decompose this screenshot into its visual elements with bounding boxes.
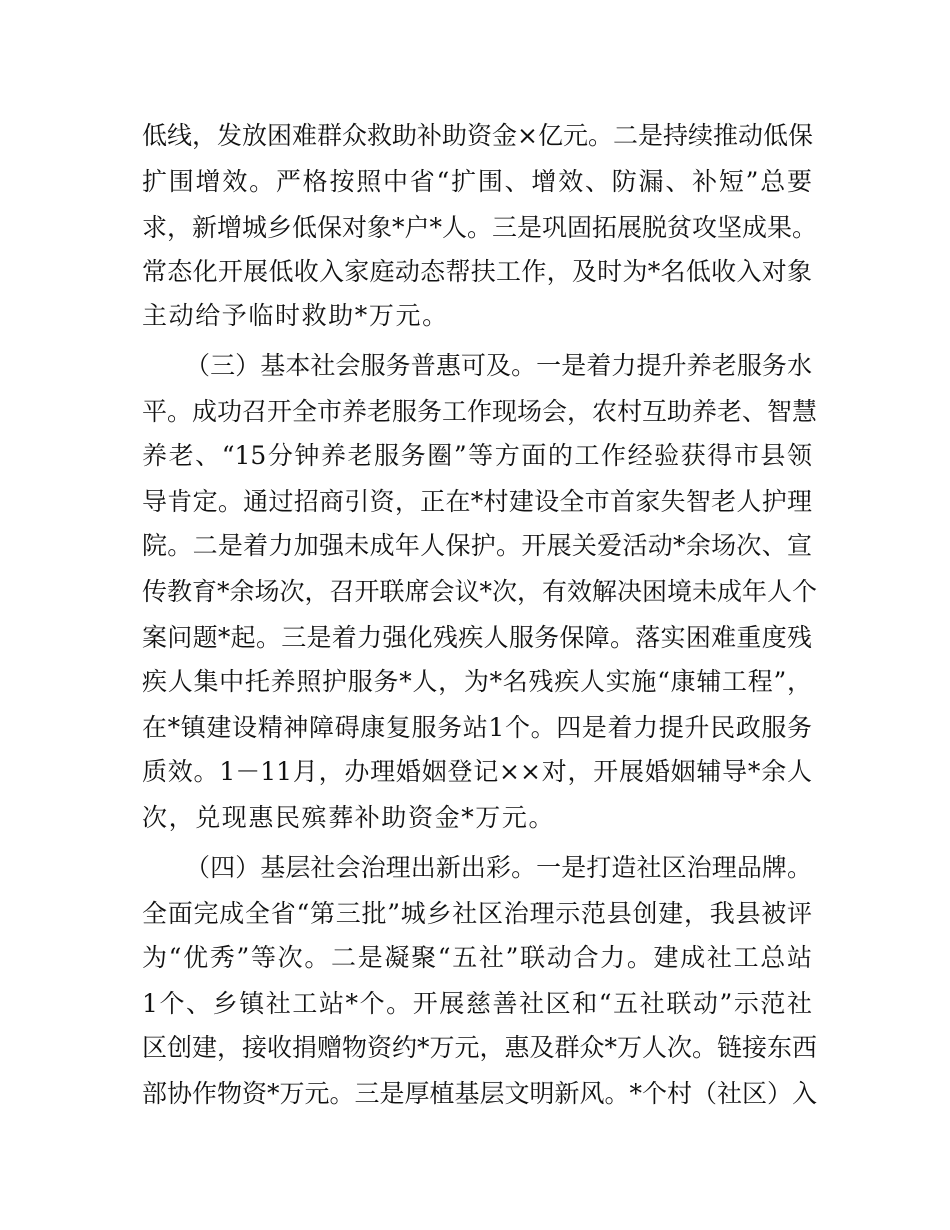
text-line: 质效。1－11月，办理婚姻登记××对，开展婚姻辅导*余人 bbox=[142, 757, 812, 786]
text-line: 导肯定。通过招商引资，正在*村建设全市首家失智老人护理 bbox=[142, 487, 812, 516]
text-line: 常态化开展低收入家庭动态帮扶工作，及时为*名低收入对象 bbox=[142, 257, 812, 286]
text-line: 低线，发放困难群众救助补助资金×亿元。二是持续推动低保 bbox=[142, 121, 813, 150]
text-line: 求，新增城乡低保对象*户*人。三是巩固拓展脱贫攻坚成果。 bbox=[142, 213, 818, 242]
section-heading-line: （三）基本社会服务普惠可及。一是着力提升养老服务水 bbox=[185, 351, 812, 380]
section-heading-line: （四）基层社会治理出新出彩。一是打造社区治理品牌。 bbox=[185, 853, 812, 882]
text-line: 为“优秀”等次。二是凝聚“五社”联动合力。建成社工总站 bbox=[142, 943, 812, 972]
text-line: 全面完成全省“第三批”城乡社区治理示范县创建，我县被评 bbox=[142, 899, 812, 928]
text-line: 部协作物资*万元。三是厚植基层文明新风。*个村（社区）入 bbox=[142, 1079, 818, 1108]
text-line: 养老、“15分钟养老服务圈”等方面的工作经验获得市县领 bbox=[142, 441, 812, 470]
text-line: 在*镇建设精神障碍康复服务站1个。四是着力提升民政服务 bbox=[142, 713, 812, 742]
text-line: 院。二是着力加强未成年人保护。开展关爱活动*余场次、宣 bbox=[142, 531, 812, 560]
text-line: 平。成功召开全市养老服务工作现场会，农村互助养老、智慧 bbox=[142, 397, 818, 426]
text-line: 传教育*余场次，召开联席会议*次，有效解决困境未成年人个 bbox=[142, 577, 818, 606]
text-line: 疾人集中托养照护服务*人，为*名残疾人实施“康辅工程”， bbox=[142, 667, 812, 696]
text-line: 次，兑现惠民殡葬补助资金*万元。 bbox=[142, 803, 556, 832]
text-line: 案问题*起。三是着力强化残疾人服务保障。落实困难重度残 bbox=[142, 623, 812, 652]
text-line: 主动给予临时救助*万元。 bbox=[142, 301, 449, 330]
text-line: 1个、乡镇社工站*个。开展慈善社区和“五社联动”示范社 bbox=[142, 989, 812, 1018]
text-line: 扩围增效。严格按照中省“扩围、增效、防漏、补短”总要 bbox=[142, 167, 812, 196]
text-line: 区创建，接收捐赠物资约*万元，惠及群众*万人次。链接东西 bbox=[142, 1033, 818, 1062]
